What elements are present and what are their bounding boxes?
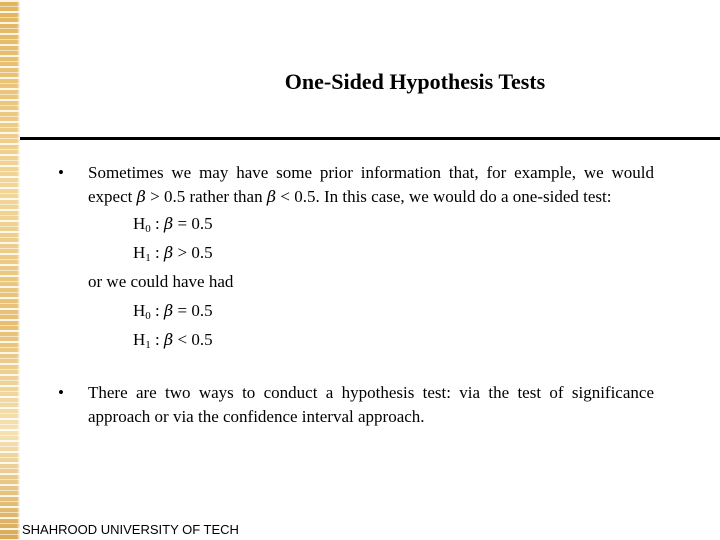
- slide-body: [58, 161, 658, 429]
- beta-symbol: β: [266, 187, 277, 206]
- bullet-icon: •: [58, 383, 64, 402]
- beta-symbol: β: [136, 187, 146, 206]
- bullet-item: [58, 381, 658, 429]
- title-divider: [20, 137, 720, 140]
- bullet1-text-part3: < 0.5. In this case, we would do a one-sided test:: [276, 187, 612, 206]
- slide-title: One-Sided Hypothesis Tests: [284, 69, 546, 94]
- bullet1-text-part2: > 0.5 rather than: [145, 187, 267, 206]
- connector-text: or we could have had: [88, 272, 234, 291]
- bullet-item: [58, 161, 658, 354]
- hypothesis-alt-b: $H_1$ : β < 0.5: [133, 330, 213, 351]
- decorative-side-strip: [0, 0, 20, 540]
- hypothesis-alt-a: $H_1$ : β > 0.5: [133, 243, 213, 264]
- bullet1-text-part1: Sometimes we may have some prior information that, for example, we would expect: [88, 163, 654, 206]
- bullet-text: [88, 161, 654, 354]
- hypothesis-null-b: $H_0$ : β = 0.5: [133, 301, 213, 322]
- footer-institution: SHAHROOD UNIVERSITY OF TECH: [22, 522, 239, 537]
- hypothesis-null-a: $H_0$ : β = 0.5: [133, 214, 213, 235]
- bullet-text: There are two ways to conduct a hypothesis test: via the test of significance approach or via the confidence interval approach.: [88, 383, 654, 426]
- bullet-icon: •: [58, 163, 64, 182]
